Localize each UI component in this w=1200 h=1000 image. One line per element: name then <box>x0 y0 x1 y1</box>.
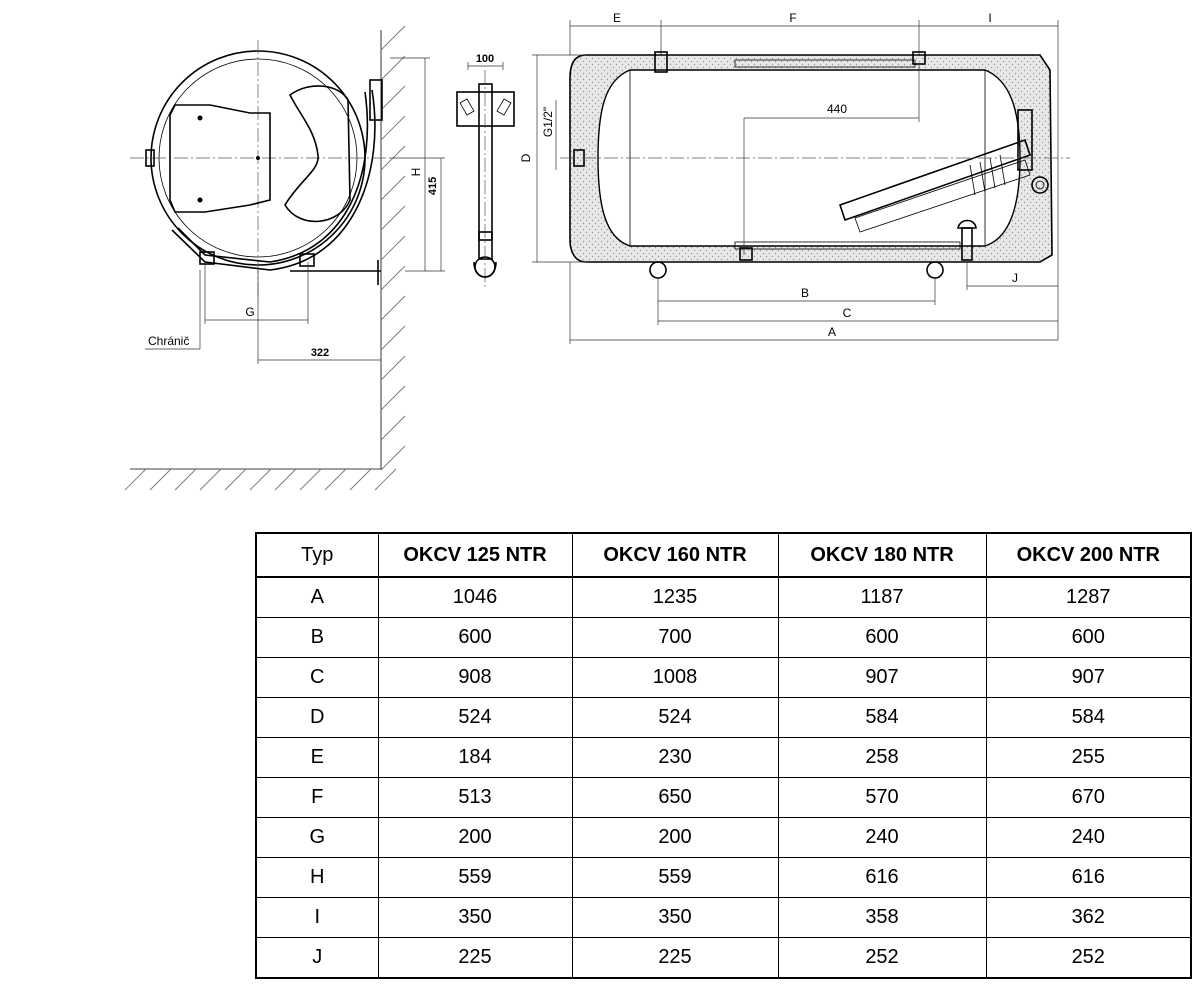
flange-plate <box>170 105 270 212</box>
header-okcv-200: OKCV 200 NTR <box>986 533 1191 577</box>
table-cell: 670 <box>986 778 1191 818</box>
bracket-plate <box>457 92 514 126</box>
table-cell: 350 <box>378 898 572 938</box>
front-view <box>519 11 1070 344</box>
table-row <box>256 618 1191 658</box>
dim-label-322: 322 <box>310 347 330 359</box>
dimension-table <box>255 532 1192 979</box>
table-cell: 184 <box>378 738 572 778</box>
table-cell: 600 <box>378 618 572 658</box>
table-cell: 616 <box>986 858 1191 898</box>
dim-label-d: D <box>519 153 533 163</box>
table-header-row <box>256 533 1191 577</box>
table-row <box>256 818 1191 858</box>
table-cell: 570 <box>778 778 986 818</box>
table-cell: 524 <box>378 698 572 738</box>
table-cell: F <box>256 778 378 818</box>
table-cell: E <box>256 738 378 778</box>
wall-hatching <box>125 26 405 490</box>
table-cell: 584 <box>778 698 986 738</box>
heater-cover <box>285 86 350 221</box>
table-cell: 255 <box>986 738 1191 778</box>
table-row <box>256 658 1191 698</box>
label-chranic: Chránič <box>148 334 190 348</box>
header-okcv-160: OKCV 160 NTR <box>572 533 778 577</box>
table-cell: 616 <box>778 858 986 898</box>
table-cell: 600 <box>986 618 1191 658</box>
table-cell: 240 <box>778 818 986 858</box>
table-cell: 1235 <box>572 577 778 618</box>
dim-label-e: E <box>612 11 622 25</box>
table-cell: 513 <box>378 778 572 818</box>
dim-label-415: 415 <box>427 176 439 196</box>
table-cell: 1046 <box>378 577 572 618</box>
table-cell: G <box>256 818 378 858</box>
table-row <box>256 577 1191 618</box>
table-cell: 258 <box>778 738 986 778</box>
table-cell: 225 <box>572 938 778 979</box>
table-row <box>256 938 1191 979</box>
table-cell: 907 <box>986 658 1191 698</box>
dim-label-i: I <box>988 11 992 25</box>
table-cell: 600 <box>778 618 986 658</box>
table-row <box>256 698 1191 738</box>
table-row <box>256 898 1191 938</box>
table-cell: 200 <box>378 818 572 858</box>
side-view <box>125 26 445 490</box>
table-cell: B <box>256 618 378 658</box>
dim-label-440: 440 <box>826 102 848 116</box>
table-cell: 650 <box>572 778 778 818</box>
dim-label-g: G <box>245 305 255 319</box>
table-cell: 240 <box>986 818 1191 858</box>
table-cell: 1008 <box>572 658 778 698</box>
dim-label-b: B <box>800 286 810 300</box>
table-cell: 1187 <box>778 577 986 618</box>
header-okcv-180: OKCV 180 NTR <box>778 533 986 577</box>
dim-label-g12: G1/2" <box>541 106 555 138</box>
table-cell: 350 <box>572 898 778 938</box>
table-cell: 559 <box>572 858 778 898</box>
dim-label-h: H <box>409 167 423 177</box>
table-cell: 252 <box>986 938 1191 979</box>
table-cell: H <box>256 858 378 898</box>
table-cell: 584 <box>986 698 1191 738</box>
table-row <box>256 778 1191 818</box>
table-cell: 908 <box>378 658 572 698</box>
mounting-strap <box>172 90 375 270</box>
table-cell: 230 <box>572 738 778 778</box>
dim-label-f: F <box>789 11 797 25</box>
table-cell: 252 <box>778 938 986 979</box>
table-cell: 200 <box>572 818 778 858</box>
dim-label-c: C <box>842 306 852 320</box>
header-okcv-125: OKCV 125 NTR <box>378 533 572 577</box>
table-cell: 524 <box>572 698 778 738</box>
bracket-view <box>457 53 514 290</box>
table-cell: A <box>256 577 378 618</box>
dim-label-a: A <box>827 325 837 339</box>
table-row <box>256 858 1191 898</box>
table-cell: I <box>256 898 378 938</box>
table-cell: D <box>256 698 378 738</box>
table-cell: 358 <box>778 898 986 938</box>
table-cell: 700 <box>572 618 778 658</box>
table-cell: 362 <box>986 898 1191 938</box>
table-cell: C <box>256 658 378 698</box>
header-typ: Typ <box>256 533 378 577</box>
table-cell: 559 <box>378 858 572 898</box>
dim-label-100: 100 <box>475 53 495 65</box>
table-cell: J <box>256 938 378 979</box>
table-cell: 907 <box>778 658 986 698</box>
table-cell: 1287 <box>986 577 1191 618</box>
dim-label-j: J <box>1012 271 1018 285</box>
table-cell: 225 <box>378 938 572 979</box>
table-row <box>256 738 1191 778</box>
